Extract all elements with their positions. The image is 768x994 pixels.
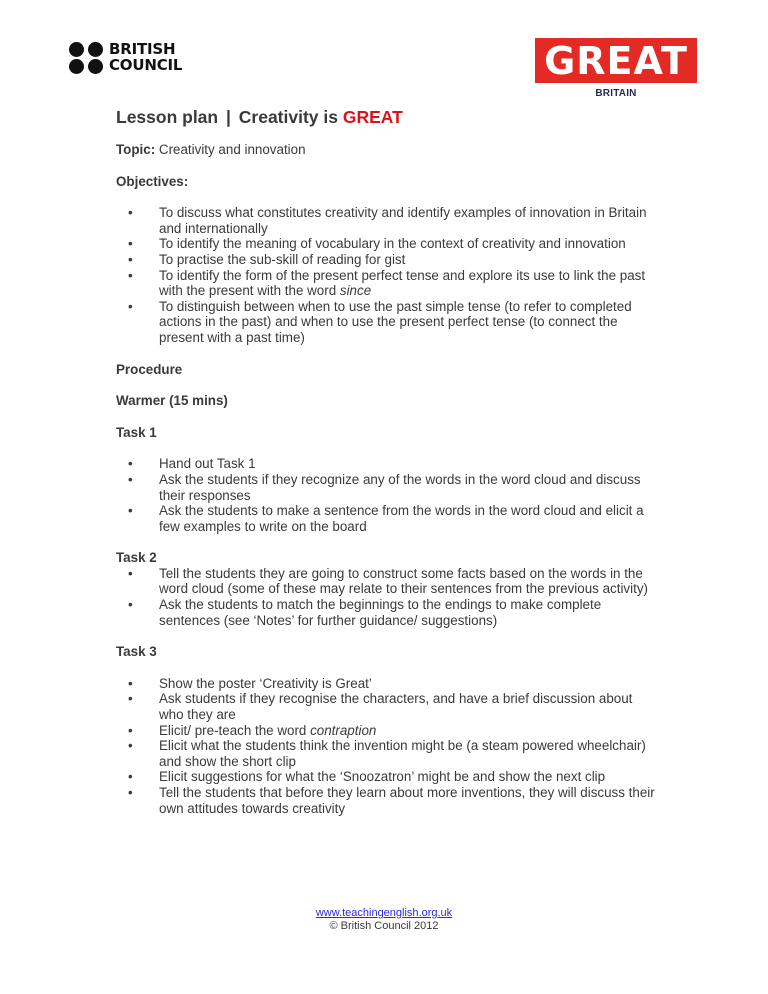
list-item xyxy=(116,472,656,503)
bullet-icon: • xyxy=(128,691,133,707)
topic-value: Creativity and innovation xyxy=(158,142,306,157)
list-item xyxy=(116,503,656,534)
bullet-icon: • xyxy=(128,471,133,487)
task-item-text: Ask students if they recognise the characters, and have a brief discussion about who they are xyxy=(159,691,633,723)
objective-text: To practise the sub-skill of reading for gist xyxy=(159,251,406,267)
great-logo-box: GREAT xyxy=(535,38,697,83)
objective-text: To discuss what constitutes creativity and identify examples of innovation in Britain and internationally xyxy=(159,205,647,236)
objectives-list xyxy=(116,205,656,345)
bullet-icon: • xyxy=(128,251,133,267)
procedure-heading: Procedure xyxy=(116,361,183,377)
task-1-list xyxy=(116,456,656,534)
title-prefix: Lesson plan xyxy=(116,107,219,127)
great-britain-logo xyxy=(535,38,697,99)
task-item-text: Elicit what the students think the invention might be (a steam powered wheelchair) and show the short clip xyxy=(159,738,646,769)
task-2-list xyxy=(116,566,656,628)
list-item xyxy=(116,676,656,692)
bullet-icon: • xyxy=(128,722,133,738)
copyright-text: © British Council 2012 xyxy=(329,920,439,932)
objective-text: To distinguish between when to use the past simple tense (to refer to completed actions in the past) and when to use the present perfect tense (to connect the present with a past time) xyxy=(159,298,632,345)
bullet-icon: • xyxy=(128,267,133,283)
bullet-icon: • xyxy=(128,298,133,314)
objectives-heading: Objectives: xyxy=(116,173,189,189)
list-item xyxy=(116,691,656,722)
bullet-icon: • xyxy=(128,503,133,519)
task-item-text: Hand out Task 1 xyxy=(159,456,256,472)
list-item xyxy=(116,738,656,769)
list-item xyxy=(116,299,656,346)
bullet-icon: • xyxy=(128,738,133,754)
bullet-icon: • xyxy=(128,205,133,221)
list-item xyxy=(116,252,656,268)
page-title xyxy=(116,106,656,128)
objective-text: To identify the meaning of vocabulary in the context of creativity and innovation xyxy=(159,236,626,252)
bullet-icon: • xyxy=(128,785,133,800)
list-item xyxy=(116,785,656,816)
teachingenglish-link[interactable]: www.teachingenglish.org.uk xyxy=(315,907,453,919)
list-item xyxy=(116,566,656,597)
task-item-text: Ask the students if they recognize any of the words in the word cloud and discuss their responses xyxy=(159,471,641,503)
bullet-icon: • xyxy=(128,675,133,691)
title-separator: | xyxy=(225,107,231,127)
task-item-text: Show the poster ‘Creativity is Great’ xyxy=(159,675,372,691)
list-item xyxy=(116,723,656,739)
list-item xyxy=(116,205,656,236)
title-middle: Creativity is xyxy=(238,107,338,127)
task-3-heading: Task 3 xyxy=(116,644,157,660)
task-item-text: Ask the students to make a sentence from the words in the word cloud and elicit a few examples to write on the board xyxy=(159,503,644,534)
bullet-icon: • xyxy=(128,456,133,472)
list-item xyxy=(116,597,656,628)
great-logo-subtitle: BRITAIN xyxy=(595,88,637,99)
bullet-icon: • xyxy=(128,236,133,252)
warmer-heading: Warmer (15 mins) xyxy=(116,393,228,409)
task-1-heading: Task 1 xyxy=(116,424,157,440)
list-item xyxy=(116,456,656,472)
bullet-icon: • xyxy=(128,565,133,581)
logo-line-2: COUNCIL xyxy=(109,56,183,74)
task-item-text: Elicit suggestions for what the ‘Snoozatron’ might be and show the next clip xyxy=(159,769,606,785)
task-item-text: Ask the students to match the beginnings to the endings to make complete sentences (see ‘Notes’ for further guidance/ suggestions) xyxy=(159,597,602,628)
topic-line xyxy=(116,142,656,158)
task-2-heading: Task 2 xyxy=(116,550,157,566)
bullet-icon: • xyxy=(128,597,133,613)
list-item xyxy=(116,236,656,252)
task-3-list xyxy=(116,676,656,816)
british-council-logo xyxy=(69,42,182,74)
list-item xyxy=(116,769,656,785)
task-item-text: Tell the students they are going to construct some facts based on the words in the word cloud (some of these may relate to their sentences from the previous activity) xyxy=(159,565,648,597)
title-highlight: GREAT xyxy=(342,107,403,127)
logo-line-1: BRITISH xyxy=(109,40,176,58)
objective-text: To identify the form of the present perfect tense and explore its use to link the past with the present with the word xyxy=(159,267,646,299)
list-item xyxy=(116,268,656,299)
lesson-content xyxy=(116,106,656,816)
task-item-italic: contraption xyxy=(310,722,377,738)
topic-label: Topic: xyxy=(116,142,156,157)
task-item-text: Elicit/ pre-teach the word xyxy=(159,722,311,738)
objective-italic: since xyxy=(339,283,372,299)
task-item-text: Tell the students that before they learn about more inventions, they will discuss their own attitudes towards creativity xyxy=(159,785,655,816)
british-council-dots-icon xyxy=(69,42,103,74)
bullet-icon: • xyxy=(128,769,133,785)
page-footer xyxy=(0,907,768,933)
